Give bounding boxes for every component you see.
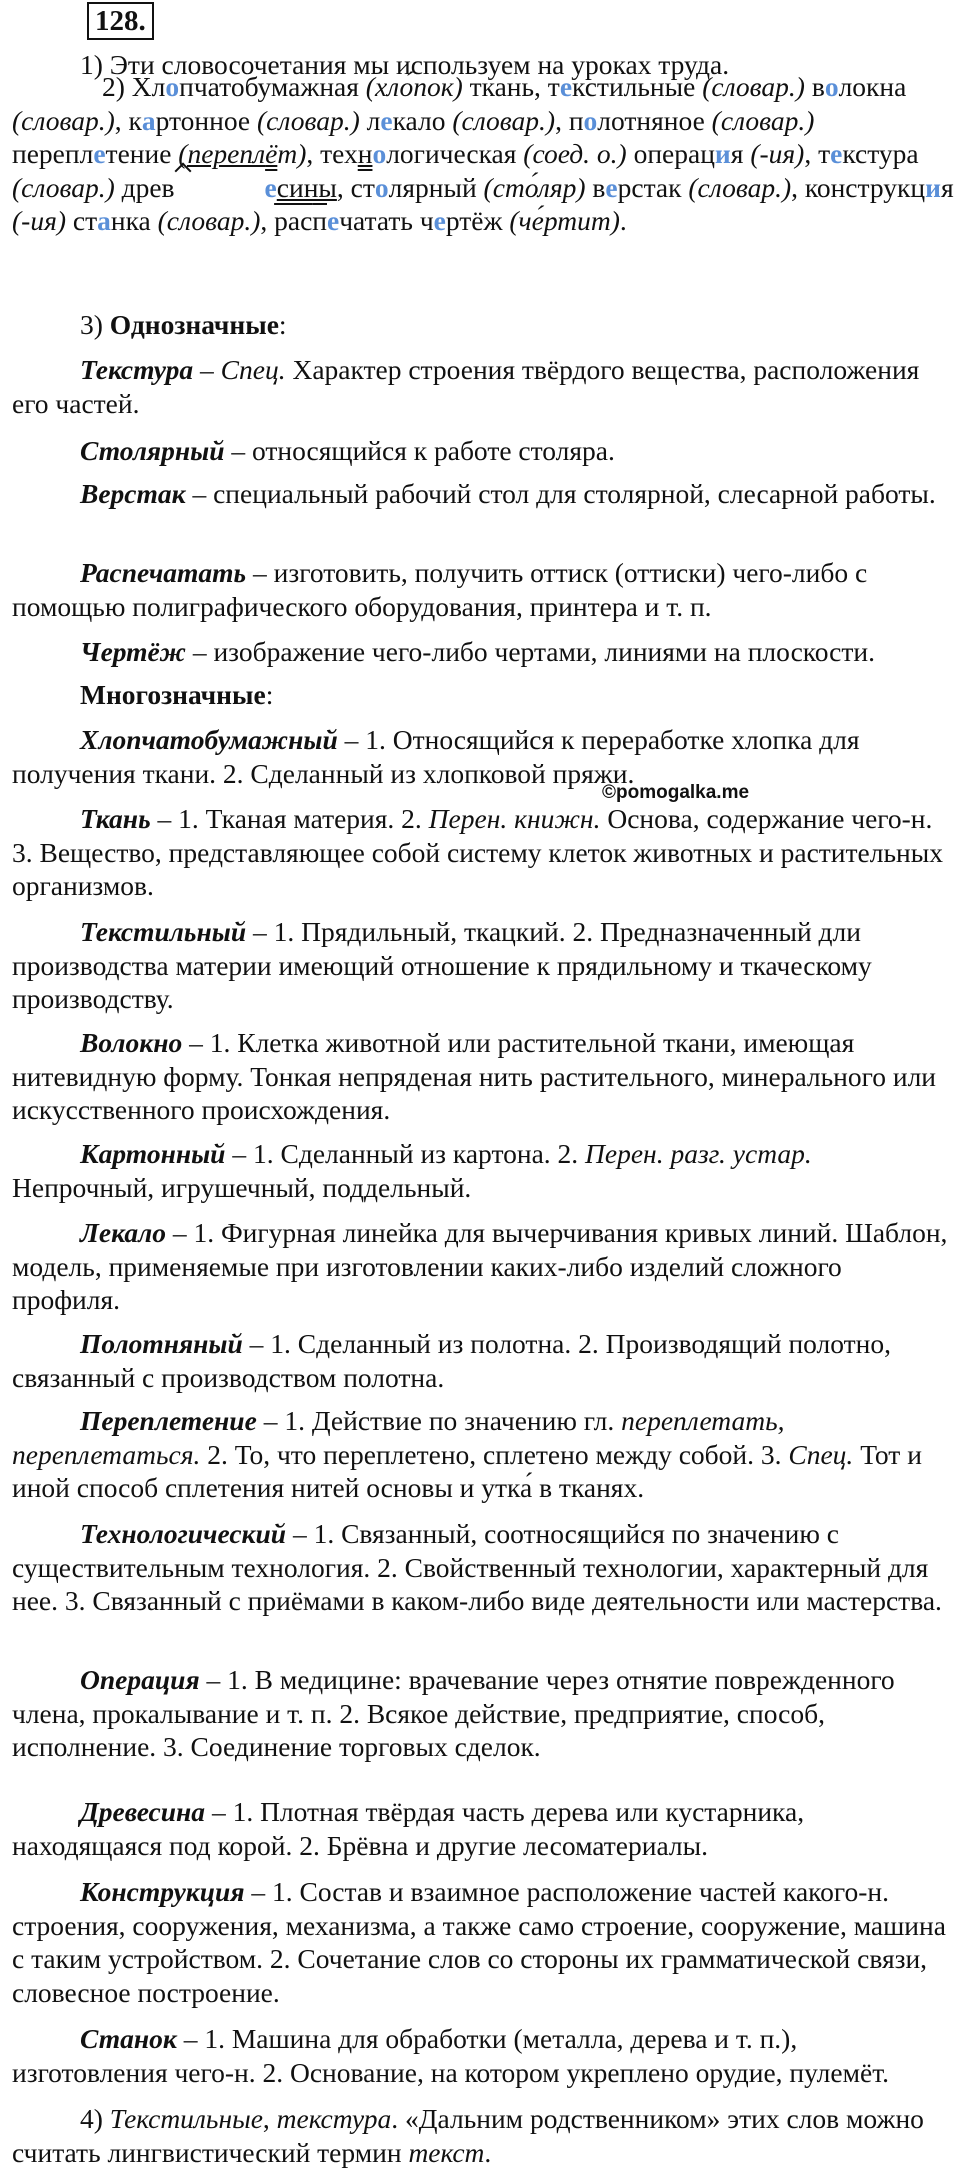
part2-paragraph: 2) Хлопчатобумажная (хло́пок) ткань, текстильные (словар.) волокна (словар.), картонное (словар.) лекало (словар.), полотняное (словар.) переплетение (переплёт), технологическая (соед. о.) операция (-ия), текстура (словар.) древ есины, столярный (сто́ляр) верстак (словар.), конструкция (-ия) станка (словар.), распечатать чертёж (че́ртит). [12, 71, 954, 236]
watermark: ©pomogalka.me [602, 782, 750, 803]
definition-item: Ткань – 1. Тканая материя. 2. Перен. книжн. Основа, содержание чего-н. 3. Вещество, представляющее собой систему клеток животных и растительных организмов. [12, 803, 943, 901]
definition-item: Станок – 1. Машина для обработки (металла, дерева и т. п.), изготовления чего-н. 2. Основание, на котором укреплено орудие, пулемёт. [12, 2023, 890, 2088]
task-number: 128. [87, 2, 154, 40]
definition-item: Верстак – специальный рабочий стол для столярной, слесарной работы. [80, 478, 936, 509]
definition-item: Полотняный – 1. Сделанный из полотна. 2. Производящий полотно, связанный с производством полотна. [12, 1328, 892, 1393]
definition-item: Переплетение – 1. Действие по значению гл. переплетать, переплетаться. 2. То, что переплетено, сплетено между собой. 3. Спец. Тот и иной способ сплетения нитей основы и утка́ в тканях. [12, 1405, 922, 1503]
definition-item: Волокно – 1. Клетка животной или растительной ткани, имеющая нитевидную форму. Тонкая непряденая нить растительного, минерального или искусственного происхождения. [12, 1027, 937, 1125]
definition-item: Операция – 1. В медицине: врачевание через отнятие поврежденного члена, прокалывание и т. п. 2. Всякое действие, предприятие, способ, исполнение. 3. Соединение торговых сделок. [12, 1664, 895, 1762]
multi-heading: Многозначные: [80, 679, 274, 710]
definition-item: Столярный – относящийся к работе столяра. [80, 435, 615, 466]
part1-paragraph: 1) Эти словосочетания мы используем на уроках труда. [80, 49, 730, 80]
definition-item: Картонный – 1. Сделанный из картона. 2. Перен. разг. устар. Непрочный, игрушечный, поддельный. [12, 1138, 812, 1203]
part4-paragraph: 4) Текстильные, текстура. «Дальним родственником» этих слов можно считать лингвистический термин текст. [12, 2103, 924, 2168]
definition-item: Хлопчатобумажный – 1. Относящийся к переработке хлопка для получения ткани. 2. Сделанный из хлопковой пряжи. [12, 724, 860, 789]
definition-item: Конструкция – 1. Состав и взаимное расположение частей какого-н. строения, сооружения, механизма, а также само строение, сооружение, машина с таким устройством. 2. Сочетание слов со стороны их грамматической связи, словесное построение. [12, 1876, 946, 2008]
definition-item: Распечатать – изготовить, получить оттиск (оттиски) чего-либо с помощью полиграфического оборудования, принтера и т. п. [12, 557, 868, 622]
definition-item: Текстильный – 1. Прядильный, ткацкий. 2. Предназначенный дли производства материи имеющий отношение к прядильному и ткаческому производству. [12, 916, 872, 1014]
definition-item: Древесина – 1. Плотная твёрдая часть дерева или кустарника, находящаяся под корой. 2. Брёвна и другие лесоматериалы. [12, 1796, 805, 1861]
part3-heading: 3) Однозначные: [80, 309, 287, 340]
definition-item: Текстура – Спец. Характер строения твёрдого вещества, расположения его частей. [12, 354, 920, 419]
definition-item: Чертёж – изображение чего-либо чертами, линиями на плоскости. [80, 636, 875, 667]
definition-item: Лекало – 1. Фигурная линейка для вычерчивания кривых линий. Шаблон, модель, применяемые при изготовлении каких-либо изделий сложного профиля. [12, 1217, 948, 1315]
definition-item: Технологический – 1. Связанный, соотносящийся по значению с существительным технология. 2. Свойственный технологии, характерный для нее. 3. Связанный с приёмами в каком-либо виде деятельности или мастерства. [12, 1518, 942, 1616]
